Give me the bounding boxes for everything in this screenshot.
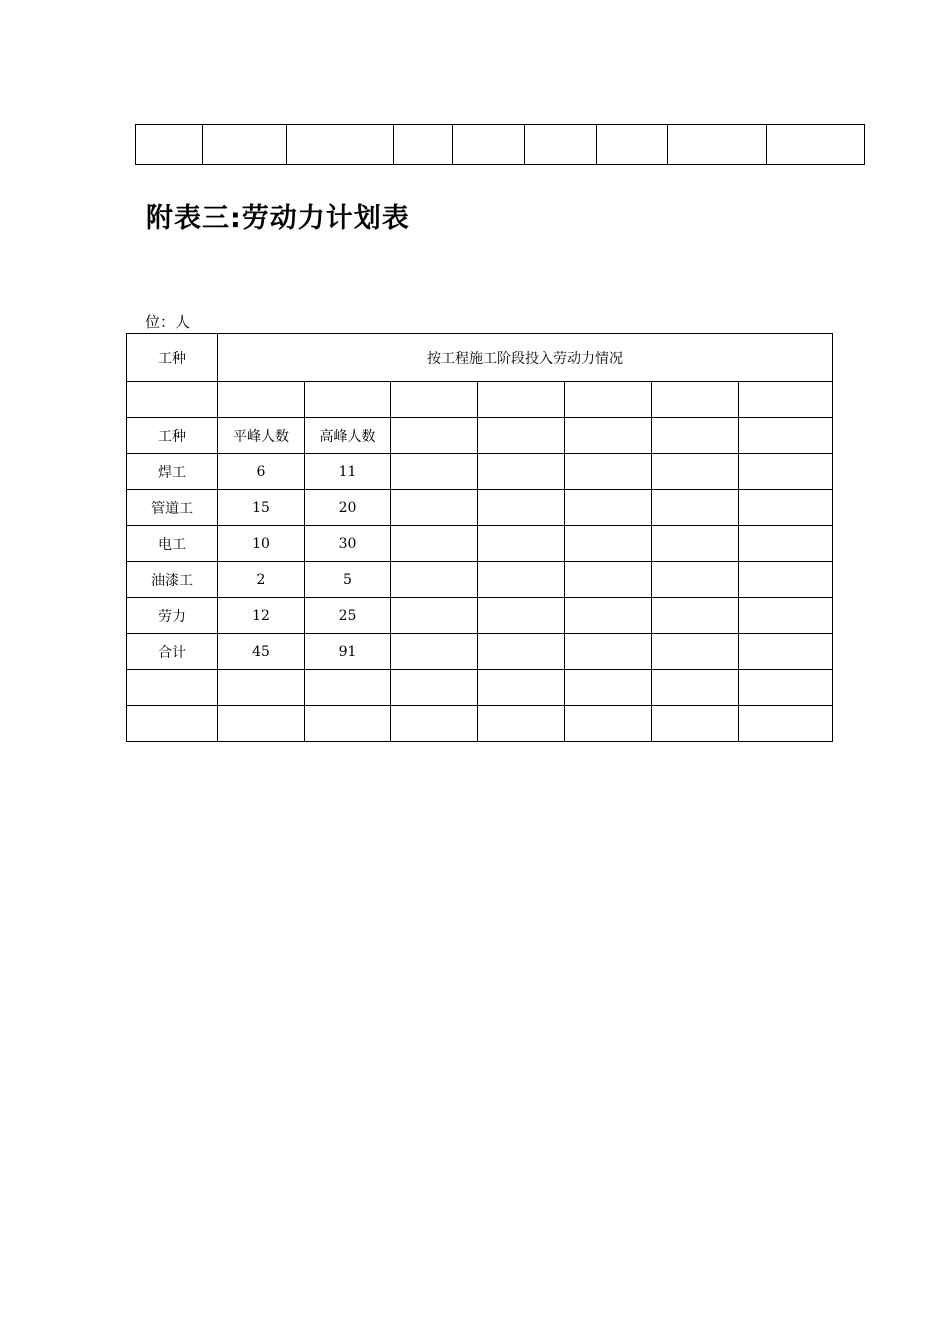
trade-cell: 劳力	[127, 598, 218, 634]
group-header: 按工程施工阶段投入劳动力情况	[218, 334, 833, 382]
trade-cell: 电工	[127, 526, 218, 562]
column-header: 高峰人数	[305, 418, 391, 454]
trade-cell: 油漆工	[127, 562, 218, 598]
unit-note: 位：人	[145, 313, 191, 331]
table-row	[127, 670, 833, 706]
table-row	[127, 382, 833, 418]
column-header: 工种	[127, 418, 218, 454]
normal-count-cell: 2	[218, 562, 305, 598]
page-title: 附表三:劳动力计划表	[146, 203, 410, 234]
normal-count-cell: 45	[218, 634, 305, 670]
normal-count-cell: 12	[218, 598, 305, 634]
corner-header: 工种	[127, 334, 218, 382]
table-row	[127, 562, 833, 598]
normal-count-cell: 6	[218, 454, 305, 490]
table-row	[127, 490, 833, 526]
peak-count-cell: 20	[305, 490, 391, 526]
trade-cell: 合计	[127, 634, 218, 670]
table-row	[127, 598, 833, 634]
peak-count-cell: 5	[305, 562, 391, 598]
continued-table-fragment	[135, 124, 865, 165]
peak-count-cell: 91	[305, 634, 391, 670]
trade-cell: 焊工	[127, 454, 218, 490]
normal-count-cell: 15	[218, 490, 305, 526]
column-header	[652, 418, 739, 454]
labor-plan-table	[126, 333, 833, 742]
table-row	[136, 125, 865, 165]
trade-cell: 管道工	[127, 490, 218, 526]
table-column-header-row	[127, 418, 833, 454]
peak-count-cell: 25	[305, 598, 391, 634]
column-header	[478, 418, 565, 454]
column-header	[391, 418, 478, 454]
table-row	[127, 526, 833, 562]
table-row	[127, 454, 833, 490]
table-total-row	[127, 634, 833, 670]
table-header-row	[127, 334, 833, 382]
column-header	[565, 418, 652, 454]
normal-count-cell: 10	[218, 526, 305, 562]
table-row	[127, 706, 833, 742]
column-header: 平峰人数	[218, 418, 305, 454]
peak-count-cell: 11	[305, 454, 391, 490]
column-header	[739, 418, 833, 454]
peak-count-cell: 30	[305, 526, 391, 562]
